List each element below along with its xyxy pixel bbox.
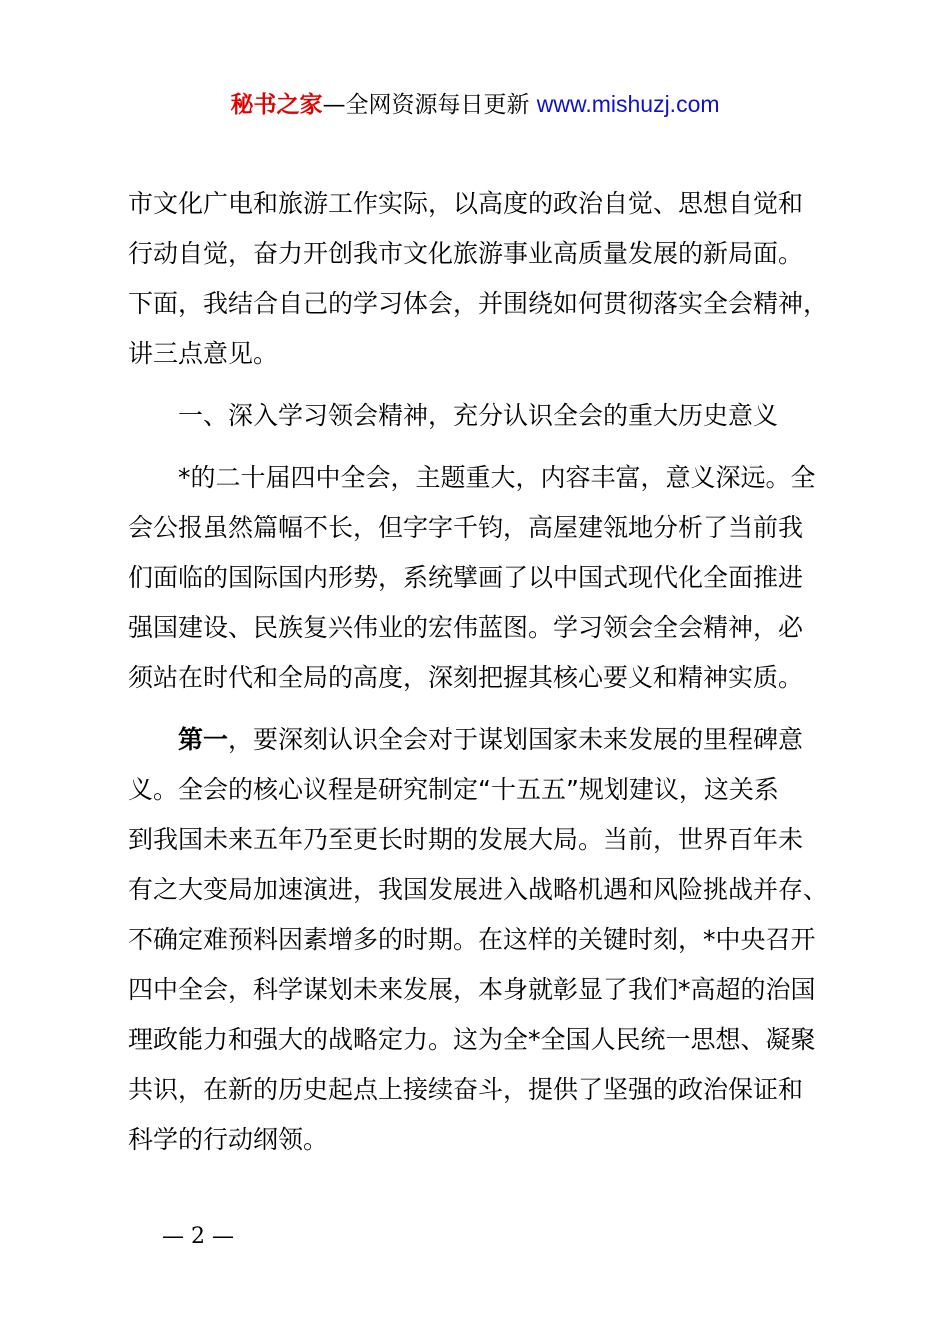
document-body (128, 185, 848, 1171)
text-line: *的二十届四中全会，主题重大，内容丰富，意义深远。全 (128, 463, 816, 492)
text-line: 会公报虽然篇幅不长，但字字千钧，高屋建瓴地分析了当前我 (128, 513, 804, 542)
first-point-line (128, 721, 848, 771)
text-line: 市文化广电和旅游工作实际，以高度的政治自觉、思想自觉和 (128, 189, 804, 218)
site-header (0, 86, 950, 123)
indent (128, 725, 178, 754)
text-line: 理政能力和强大的战略定力。这为全*全国人民统一思想、凝聚 (128, 1025, 816, 1054)
text-line: 们面临的国际国内形势，系统擘画了以中国式现代化全面推进 (128, 563, 804, 592)
text-line: 到我国未来五年乃至更长时期的发展大局。当前，世界百年未 (128, 825, 804, 854)
first-point-label: 第一 (178, 725, 229, 754)
text-line: 强国建设、民族复兴伟业的宏伟蓝图。学习领会全会精神，必 (128, 613, 804, 642)
text-line: 科学的行动纲领。 (128, 1125, 329, 1154)
header-tagline: —全网资源每日更新 (322, 92, 537, 118)
text-line: 不确定难预料因素增多的时期。在这样的关键时刻，*中央召开 (128, 925, 816, 954)
text-line: 义。全会的核心议程是研究制定“十五五”规划建议，这关系 (128, 775, 779, 804)
text-line: 四中全会，科学谋划未来发展，本身就彰显了我们*高超的治国 (128, 975, 816, 1004)
site-url-link[interactable]: www.mishuzj.com (536, 91, 720, 117)
section-heading: 一、深入学习领会精神，充分认识全会的重大历史意义 (128, 401, 779, 430)
text-line: 下面，我结合自己的学习体会，并围绕如何贯彻落实全会精神， (128, 289, 829, 318)
text-line: 须站在时代和全局的高度，深刻把握其核心要义和精神实质。 (128, 663, 804, 692)
first-point-text: ，要深刻认识全会对于谋划国家未来发展的里程碑意 (228, 725, 804, 754)
brand-name: 秘书之家 (230, 92, 323, 118)
text-line: 共识，在新的历史起点上接续奋斗，提供了坚强的政治保证和 (128, 1075, 804, 1104)
text-line: 行动自觉，奋力开创我市文化旅游事业高质量发展的新局面。 (128, 239, 804, 268)
page-number: — 2 — (162, 1224, 234, 1249)
text-line: 讲三点意见。 (128, 339, 279, 368)
text-line: 有之大变局加速演进，我国发展进入战略机遇和风险挑战并存、 (128, 875, 829, 904)
